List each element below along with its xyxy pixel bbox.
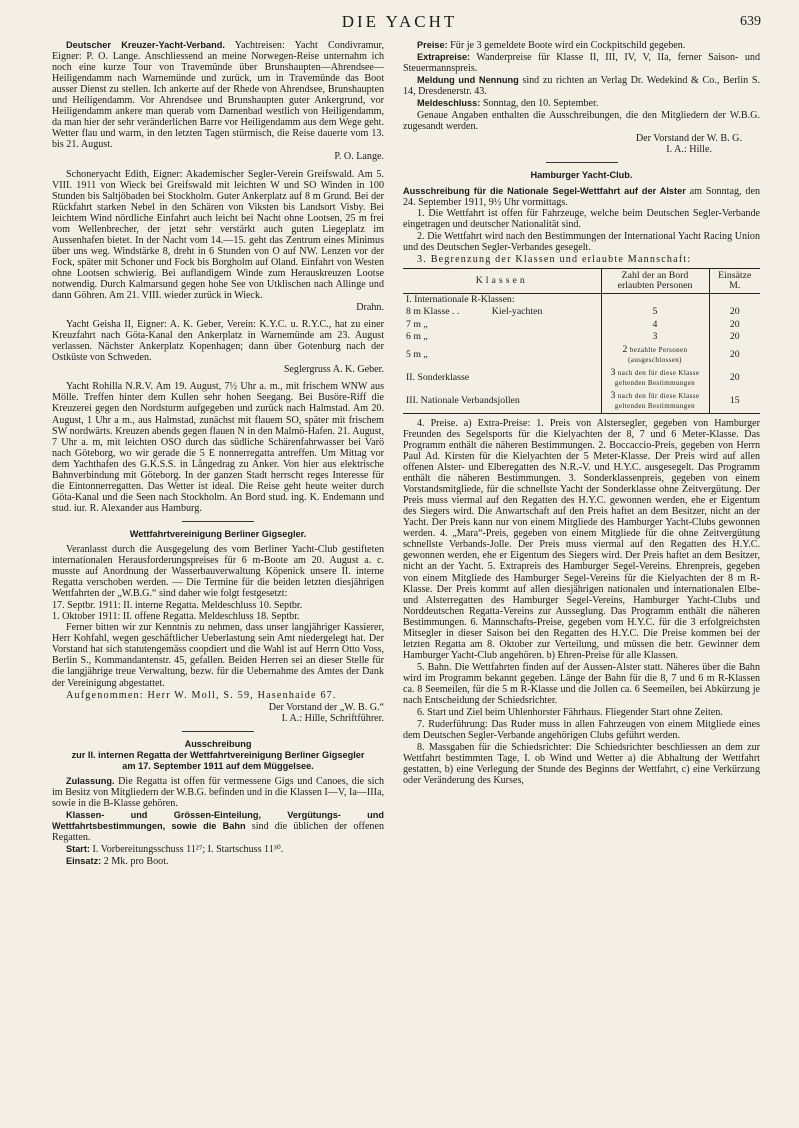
einsatz-6m: 20 — [709, 331, 760, 344]
hyc-subheading — [403, 186, 760, 208]
section-divider — [182, 521, 254, 522]
wbg-board-signature-right: Der Vorstand der W. B. G. — [635, 133, 742, 145]
section-divider — [546, 162, 618, 163]
rule-1: 1. Die Wettfahrt ist offen für Fahrzeuge, welche beim Deutschen Segler-Verbande eingetragen und deutscher Nationalität sind. — [403, 207, 760, 230]
geisha-report: Yacht Geisha II, Eigner: A. K. Geber, Verein: K.Y.C. u. R.Y.C., hat zu einer Kreuzfahrt nach Göta-Kanal den Ankerplatz in Warnemünde am 23. August verlassen. Nächster Ankerplatz Kopenhagen; dann über Gotenburg nach der Ostküste von Schweden. — [52, 319, 384, 364]
kreuzer-yacht-body: Yachtreisen: Yacht Condivramur, Eigner: P. O. Lange. Anschliessend an meine Norwegen-Reise unternahm ich noch eine kurze Tour von Travemünde über Brunshaupten—Ahrendsee—Heiligendamm nach Warnemünde und zurück, um in Travemünde das Boot ausser Dienst zu stellen. Ich ankerte auf der Rhede von Ahrendsee, Brunshaupten und Heiligendamm. Vor Ahrendsee und Brunshaupten guter Ankergrund, vor Heiligendamm ankere man querab vom Damenbad westlich von Heiligendamm, da man hier der sehr veränderlichen Barre vor Heiligendamm aus dem Wege geht. Wetter flau und warm, in den letzten Tagen stürmisch, die Reise dauerte vom 13. bis 21. August. — [52, 40, 384, 151]
rule-2: 2. Die Wettfahrt wird nach den Bestimmungen der International Yacht Racing Union und des Deutschen Segler-Verbandes gesegelt. — [403, 230, 760, 253]
meldung-paragraph — [403, 75, 760, 97]
start-paragraph — [52, 844, 384, 855]
persons-sonderklasse-note: nach den für diese Klasse geltenden Bestimmungen — [614, 368, 700, 388]
hyc-date: am Sonntag, den 24. September 1911, 9½ Uhr vormittags. — [403, 185, 760, 208]
class-6m: 6 m „ — [406, 331, 428, 343]
hyc-subheading-lead: Ausschreibung für die Nationale Segel-Wettfahrt auf der Alster — [403, 185, 686, 196]
einsatz-lead: Einsatz: — [66, 856, 102, 867]
persons-sonderklasse-count: 3 — [610, 366, 616, 378]
persons-7m: 4 — [601, 319, 709, 332]
wbg-treasurer-note: Ferner bitten wir zur Kenntnis zu nehmen, dass unser langjähriger Kassierer, Herr Kohfahl, wegen geschäftlicher Ueberlastung sein Amt niedergelegt hat. Der Vorstand hat sich statutengemäss coopdiert und die Wahl ist auf Herrn Otto Voss, Berlin S., Kommandantenstr. 45, gefallen. Beiden Herren sei an dieser Stelle für die langjährige treue Verwaltung, bezw. für die Uebernahme des Amtes der Dank der Vereinigung abgestattet. — [52, 622, 384, 689]
persons-verbandsjollen-note: nach den für diese Klasse geltenden Bestimmungen — [614, 391, 700, 411]
group-r-klassen: I. Internationale R-Klassen: — [406, 293, 515, 305]
einsatz-paragraph — [52, 856, 384, 867]
wbg-heading: Wettfahrtvereinigung Berliner Gigsegler. — [129, 528, 307, 539]
einsatz-body: 2 Mk. pro Boot. — [101, 856, 169, 868]
lange-signature: P. O. Lange. — [334, 151, 384, 163]
start-body: I. Vorbereitungsschuss 11²⁷; I. Startschuss 11³⁰. — [90, 844, 284, 856]
zulassung-lead: Zulassung. — [66, 775, 115, 786]
class-8m: 8 m Klasse . . Kiel-yachten — [406, 306, 543, 318]
header-zahl: Zahl der an Bord erlaubten Personen — [601, 268, 709, 293]
wbg-board-signature: Der Vorstand der „W. B. G.“ — [268, 701, 384, 713]
group-verbandsjollen: III. Nationale Verbandsjollen — [406, 395, 520, 407]
ausschreibung-date: am 17. September 1911 auf dem Müggelsee. — [122, 760, 314, 771]
meldung-body: sind zu richten an Verlag Dr. Wedekind & Co., Berlin S. 14, Dresdenerstr. 43. — [403, 75, 760, 98]
rule-4-preise: 4. Preise. a) Extra-Preise: 1. Preis von Alstersegler, gegeben von Hamburger Freunden des Segelsports für die Kielyachten der 8, 7 und 6 Meter-Klasse. Das Programm enthält die näheren Bestimmungen. 2. Boccaccio-Preis, gegeben von Herrn Paul Ad. Kirsten für die Kielyachten der 5 Meter-Klasse. Der Preis wird auf allen offenen Alster- und Elberegatten des N.R.-V. und H.Y.C. ausgesegelt. Das Programm enthält die näheren Bestimmungen. 3. Sonderklassenpreis, gegeben von einem Vorstandsmitgliede, für die schnellste Yacht der Sonderklasse ohne Zeitvergütung. Der Preis muss viermal auf den Regatten des H.Y.C. gewonnen werden, ehe er Eigentum des Siegers wird. Die Anwartschaft auf den Preis haftet an dem Besitzer, nicht an der Yacht. Der Preis kann nur von einem Mitgliede des Hamburger Yacht-Clubs gewonnen werden. 4. „Mara“-Preis, gegeben von einem Mitgliede für die ohne Zeitvergütung schnellste Verbands-Jolle. Der Preis muss viermal auf den Regatten des H.Y.C. gewonnen werden, ehe er Eigentum des Siegers wird. Der Preis haftet an dem Besitzer, nicht an der Yacht. 5. Extrapreis des Hamburger Segel-Vereins. Ehrenpreis, gegeben von einem Mitgliede des Hamburger Segel-Vereins für die Kielyachten der 8 m R-Klasse. Der Preis kommt auf allen diesjährigen nationalen und internationalen Elbe- und Alsterregatten des Hamburger Segel-Vereins, Hamburger Yacht-Clubs und Norddeutschen Regatta-Vereins zur Ausseglung. Das Programm enthält die näheren Bestimmungen. 6. Mannschafts-Preise, gegeben vom H.Y.C. für die 3 erfolgreichsten Mitsegler in dieser Saison bei den Regatten des H.Y.C. Die Preise kommen bei der letzten Regatta am 8. Oktober zur Verteilung, und müssen die betr. Gewinner dem Hamburger Yacht-Club angehören. b) Ehren-Preise für alle Klassen. — [403, 417, 760, 661]
class-7m: 7 m „ — [406, 318, 428, 330]
klassen-body: sind die üblichen der offenen Regatten. — [52, 821, 384, 844]
header-klassen: Klassen — [403, 268, 601, 293]
class-8m-label: 8 m Klasse — [406, 306, 450, 318]
ausschreibung-heading: Ausschreibung — [184, 738, 252, 749]
preise-paragraph — [403, 40, 760, 51]
persons-verbandsjollen-count: 3 — [610, 389, 616, 401]
einsatz-5m: 20 — [709, 344, 760, 367]
wbg-announcement: Veranlasst durch die Ausgegelung des vom Berliner Yacht-Club gestifteten internationalen Herausforderungspreises für 6 m-Boote am 20. August a. c. musste auf Anordnung der Wasserbauverwaltung Köpenick unsere II. interne Regatta verschoben werden. — Die Termine für die beiden letzten diesjährigen Wettfahrten der „W.B.G.“ sind daher wie folgt festgesetzt: — [52, 543, 384, 600]
kreuzer-yacht-report — [52, 40, 384, 150]
rule-6-start: 6. Start und Ziel beim Uhlenhorster Fährhaus. Fliegender Start ohne Zeiten. — [417, 707, 723, 719]
persons-5m — [601, 344, 709, 367]
klassen-paragraph — [52, 810, 384, 843]
persons-8m: 5 — [601, 306, 709, 319]
hille-signature: I. A.: Hille. — [666, 144, 712, 156]
right-column — [403, 40, 760, 787]
wbg-new-member: Aufgenommen: Herr W. Moll, S. 59, Hasenhaide 67. — [66, 689, 337, 701]
drahn-signature: Drahn. — [356, 302, 384, 314]
meldeschluss-body: Sonntag, den 10. September. — [480, 98, 599, 110]
rule-5-bahn: 5. Bahn. Die Wettfahrten finden auf der Aussen-Alster statt. Näheres über die Bahn wird im Programm bekannt gegeben. Länge der Bahn für die 8, 7 und 6 m R-Klassen ca. 8 Seemeilen, für die 5 m R-Klasse und die Jollen ca. 6 Seemeilen, bei Abkürzung je nach Entscheidung der Schiedsrichter. — [403, 661, 760, 707]
geber-signature: Seglergruss A. K. Geber. — [283, 364, 384, 376]
page-title: DIE YACHT — [341, 12, 458, 31]
zulassung-paragraph — [52, 776, 384, 809]
einsatz-7m: 20 — [709, 319, 760, 332]
rule-8-schiedsrichter: 8. Massgaben für die Schiedsrichter: Die Schiedsrichter beschliessen an dem zur Wettfahrt bestimmten Tage, I. ob Wind und Wetter a) die Abhaltung der Wettfahrt gestatten, b) eine Verlegung der Stunde des Beginns der Wettfahrt, c) eine Verkürzung oder Veränderung des Kurses, — [403, 742, 760, 787]
persons-5m-count: 2 — [622, 343, 628, 355]
group-sonderklasse: II. Sonderklasse — [406, 372, 470, 384]
rule-3: 3. Begrenzung der Klassen und erlaubte Mannschaft: — [417, 253, 692, 265]
zulassung-body: Die Regatta ist offen für vermessene Gigs und Canoes, die sich im Besitz von Mitgliedern der W.B.G. befinden und in die Klassen I—V, Ia—IIIa, sowie in die B-Klasse gehören. — [52, 775, 384, 809]
einsatz-sonderklasse: 20 — [709, 367, 760, 390]
extrapreise-lead: Extrapreise: — [417, 52, 471, 63]
einsatz-verbandsjollen: 15 — [709, 390, 760, 414]
wbg-date-1: 17. Septbr. 1911: II. interne Regatta. Meldeschluss 10. Septbr. — [52, 600, 303, 612]
edith-report: Schoneryacht Edith, Eigner: Akademischer Segler-Verein Greifswald. Am 5. VIII. 1911 von Wieck bei Greifswald mit leichten W und SO Winden in 100 Stunden bis Saltjöbaden bei Stockholm. Guter Ankerplatz auf 8 m Grund. Bei der Rückfahrt starken Nebel in den Schären von Viksten bis Landsort Visby. Bei leichtem Wind nördliche Einfahrt auch leicht bei Nacht ohne Lootsen, 25 m frei vom Wellenbrecher, der jetzt sehr verstärkt auch guten Liegeplatz im Aussenhafen bietet. In der Nacht vom 14.—15. geht das Zentrum eines Minimus über uns weg. Windstärke 8, dreht in 6 Stunden von O auf NW. Lenzen vor der Fock, später mit Schoner und Fock bis Borgholm auf Oland. Einfahrt von Westen ohne Lootsen schwierig. Bei auflandigem Winde zum Herauskreuzen Lootse notwendig. Durch Kalmarsund gegen hohe See von Utklischen nach Allinge und dann Göhren. Am 21. VIII. wieder zurück in Wieck. — [52, 168, 384, 302]
persons-5m-note: bezahlte Personen (ausgeschlossen) — [628, 345, 688, 365]
ausschreibung-subheading: zur II. internen Regatta der Wettfahrtvereinigung Berliner Gigsegler — [71, 749, 365, 760]
header-einsatz: Einsätze M. — [709, 268, 760, 293]
rule-7-ruder: 7. Ruderführung: Das Ruder muss in allen Fahrzeugen von einem Mitgliede eines dem Deutschen Segler-Verbande angehörigen Clubs geführt werden. — [403, 719, 760, 742]
class-5m: 5 m „ — [406, 349, 428, 361]
meldung-lead: Meldung und Nennung — [417, 75, 519, 86]
kreuzer-yacht-lead: Deutscher Kreuzer-Yacht-Verband. — [66, 40, 225, 50]
wbg-date-2: 1. Oktober 1911: II. offene Regatta. Meldeschluss 18. Septbr. — [52, 611, 300, 623]
meldeschluss-lead: Meldeschluss: — [417, 98, 481, 109]
meldeschluss-paragraph — [403, 98, 760, 109]
genaue-angaben: Genaue Angaben enthalten die Ausschreibungen, die den Mitgliedern der W.B.G. zugesandt werden. — [403, 110, 760, 133]
wbg-secretary-signature: I. A.: Hille, Schriftführer. — [281, 712, 384, 724]
start-lead: Start: — [66, 844, 90, 855]
preise-body: Für je 3 gemeldete Boote wird ein Cockpitschild gegeben. — [447, 40, 686, 51]
extrapreise-body: Wanderpreise für Klasse II, III, IV, V, IIa, ferner Saison- und Steuermannspreis. — [403, 52, 760, 75]
hyc-heading: Hamburger Yacht-Club. — [530, 170, 633, 181]
einsatz-8m: 20 — [709, 306, 760, 319]
klassen-lead: Klassen- und Grössen-Einteilung, Vergütungs- und Wettfahrtsbestimmungen, sowie die Bahn — [52, 810, 384, 832]
persons-6m: 3 — [601, 331, 709, 344]
left-column — [52, 40, 384, 868]
persons-verbandsjollen — [601, 390, 709, 414]
persons-sonderklasse — [601, 367, 709, 390]
page-number: 639 — [740, 14, 761, 29]
classes-table — [403, 268, 760, 414]
section-divider — [182, 731, 254, 732]
extrapreise-paragraph — [403, 52, 760, 74]
page-header — [0, 10, 799, 36]
kielyachten-label: Kiel-yachten — [491, 306, 543, 318]
preise-lead: Preise: — [417, 40, 448, 50]
rohilla-report: Yacht Rohilla N.R.V. Am 19. August, 7½ Uhr a. m., mit frischem WNW aus Mölle. Treffen hinter dem Kullen sehr hohen Seegang. Bei Busöre-Riff die Kreuzerei gegen den Nordsturm aufgegeben und zurück nach Halmstad. Am 20. August, 1 Uhr a m., aus Halmstad, zunächst mit flauem SO, später mit frischem SW nordwärts. Kreuzen abends gegen flauen N in den Malmö-Hafen. 21. August, 7 Uhr a. m, mit leichten OSO durch das südliche Schärenfahrwasser bei Varö nach Göteborg, wo wir gerade die 5 E nonnerregatta antreffen. Um Mittag vor dem Yachthafen des G.K.S.S. in Långedrag zu Anker. Von hier aus elektrische Bahnverbindung mit Göteborg. In der ganzen Stadt herrscht reges Interesse für die Eintonnerregatten. Das Wetter ist ideal. Die Reise geht heute weiter durch Göta-Kanal und die Seen nach Stockholm. An Bord stud. ing. K. Endemann und stud. iur. R. Alexander aus Hamburg. — [52, 381, 384, 514]
